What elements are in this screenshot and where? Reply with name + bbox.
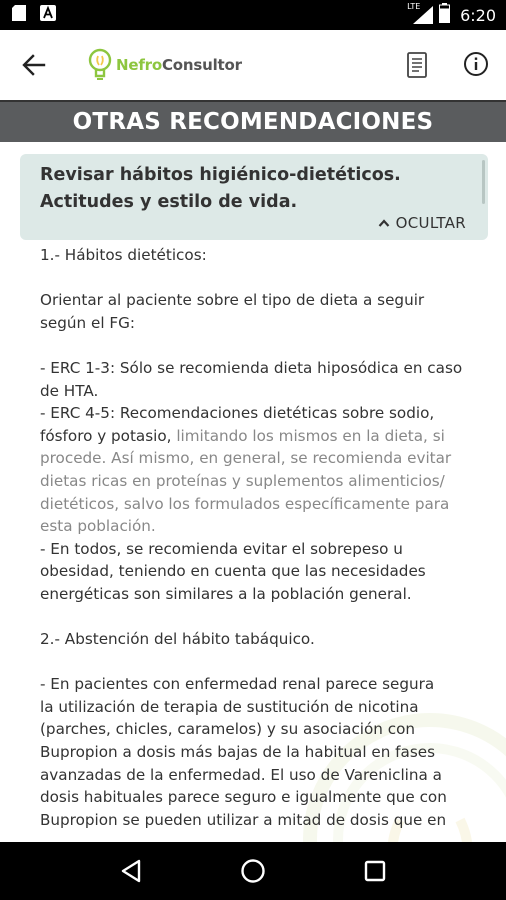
hide-toggle-button[interactable] <box>378 214 466 232</box>
logo-text <box>116 56 242 74</box>
content-line: - ERC 1-3: Sólo se recomienda dieta hiposódica en caso <box>40 358 463 377</box>
content-line: avanzadas de la enfermedad. El uso de Vareniclina a <box>40 765 442 784</box>
content-blank-line <box>40 334 480 357</box>
content-line-muted: procede. Así mismo, en general, se recomienda evitar <box>40 449 452 468</box>
logo-text-part1: Nefro <box>116 56 162 74</box>
content-fragment: fósforo y potasio, <box>40 426 177 445</box>
app-bar <box>0 30 506 100</box>
app-notification-icon <box>40 5 56 25</box>
content-line: energéticas son similares a la población general. <box>40 584 412 603</box>
back-button[interactable] <box>20 51 48 79</box>
hide-toggle-label: OCULTAR <box>395 214 466 232</box>
content-line-muted: dietas ricas en proteínas y suplementos alimenticios/ <box>40 471 445 490</box>
app-logo <box>88 47 242 83</box>
content-line-muted: esta población. <box>40 517 156 536</box>
card-scrollbar[interactable] <box>482 160 485 204</box>
status-notifications <box>12 5 56 25</box>
square-recents-icon <box>364 860 386 882</box>
content-line <box>40 425 480 448</box>
circle-home-icon <box>240 858 266 884</box>
content-line: - En todos, se recomienda evitar el sobrepeso u <box>40 539 403 558</box>
card-title <box>40 162 470 216</box>
section-title: OTRAS RECOMENDACIONES <box>72 109 434 135</box>
chevron-up-icon <box>378 218 390 228</box>
content-line-muted: dietéticos, salvo los formulados específicamente para <box>40 494 450 513</box>
status-bar <box>0 0 506 30</box>
nav-recents-button[interactable] <box>360 856 390 886</box>
status-time: 6:20 <box>460 5 496 25</box>
content-line: Bupropion se pueden utilizar a mitad de dosis que en <box>40 810 447 829</box>
content-line: Bupropion a dosis más bajas de la habitual en fases <box>40 743 436 762</box>
info-button[interactable] <box>463 51 489 77</box>
content-line: (parches, chicles, caramelos) y su asociación con <box>40 720 416 739</box>
signal-icon <box>407 2 433 24</box>
info-icon <box>463 51 489 77</box>
document-button[interactable] <box>405 51 429 79</box>
content-line: - ERC 4-5: Recomendaciones dietéticas sobre sodio, <box>40 404 435 423</box>
content-blank-line <box>40 651 480 674</box>
recommendation-content <box>40 244 480 831</box>
arrow-left-icon <box>20 51 48 79</box>
content-line: según el FG: <box>40 313 135 332</box>
content-line: 2.- Abstención del hábito tabáquico. <box>40 630 315 649</box>
sd-card-icon <box>12 5 26 25</box>
triangle-back-icon <box>120 859 142 883</box>
nav-back-button[interactable] <box>116 856 146 886</box>
nav-home-button[interactable] <box>238 856 268 886</box>
status-system <box>409 3 496 27</box>
card-title-line-1: Revisar hábitos higiénico-dietéticos. <box>40 165 401 185</box>
content-line: obesidad, teniendo en cuenta que las necesidades <box>40 562 426 581</box>
card-title-line-2: Actitudes y estilo de vida. <box>40 192 298 212</box>
section-header <box>0 100 506 142</box>
content-blank-line <box>40 606 480 629</box>
content-line: Orientar al paciente sobre el tipo de dieta a seguir <box>40 291 425 310</box>
content-fragment-muted: limitando los mismos en la dieta, si <box>176 426 445 445</box>
logo-text-part2: Consultor <box>161 56 242 74</box>
lightbulb-logo-icon <box>88 48 114 82</box>
content-line: de HTA. <box>40 381 99 400</box>
content-line: - En pacientes con enfermedad renal parece segura <box>40 675 435 694</box>
network-label: LTE <box>407 2 421 11</box>
content-blank-line <box>40 267 480 290</box>
battery-icon <box>439 3 450 27</box>
content-line: 1.- Hábitos dietéticos: <box>40 246 207 264</box>
document-icon <box>405 51 429 79</box>
recommendation-card-header[interactable] <box>20 154 488 240</box>
content-line: dosis habituales parece seguro e igualmente que con <box>40 788 447 807</box>
content-line: la utilización de terapia de sustitución de nicotina <box>40 697 419 716</box>
system-navigation-bar <box>0 842 506 900</box>
